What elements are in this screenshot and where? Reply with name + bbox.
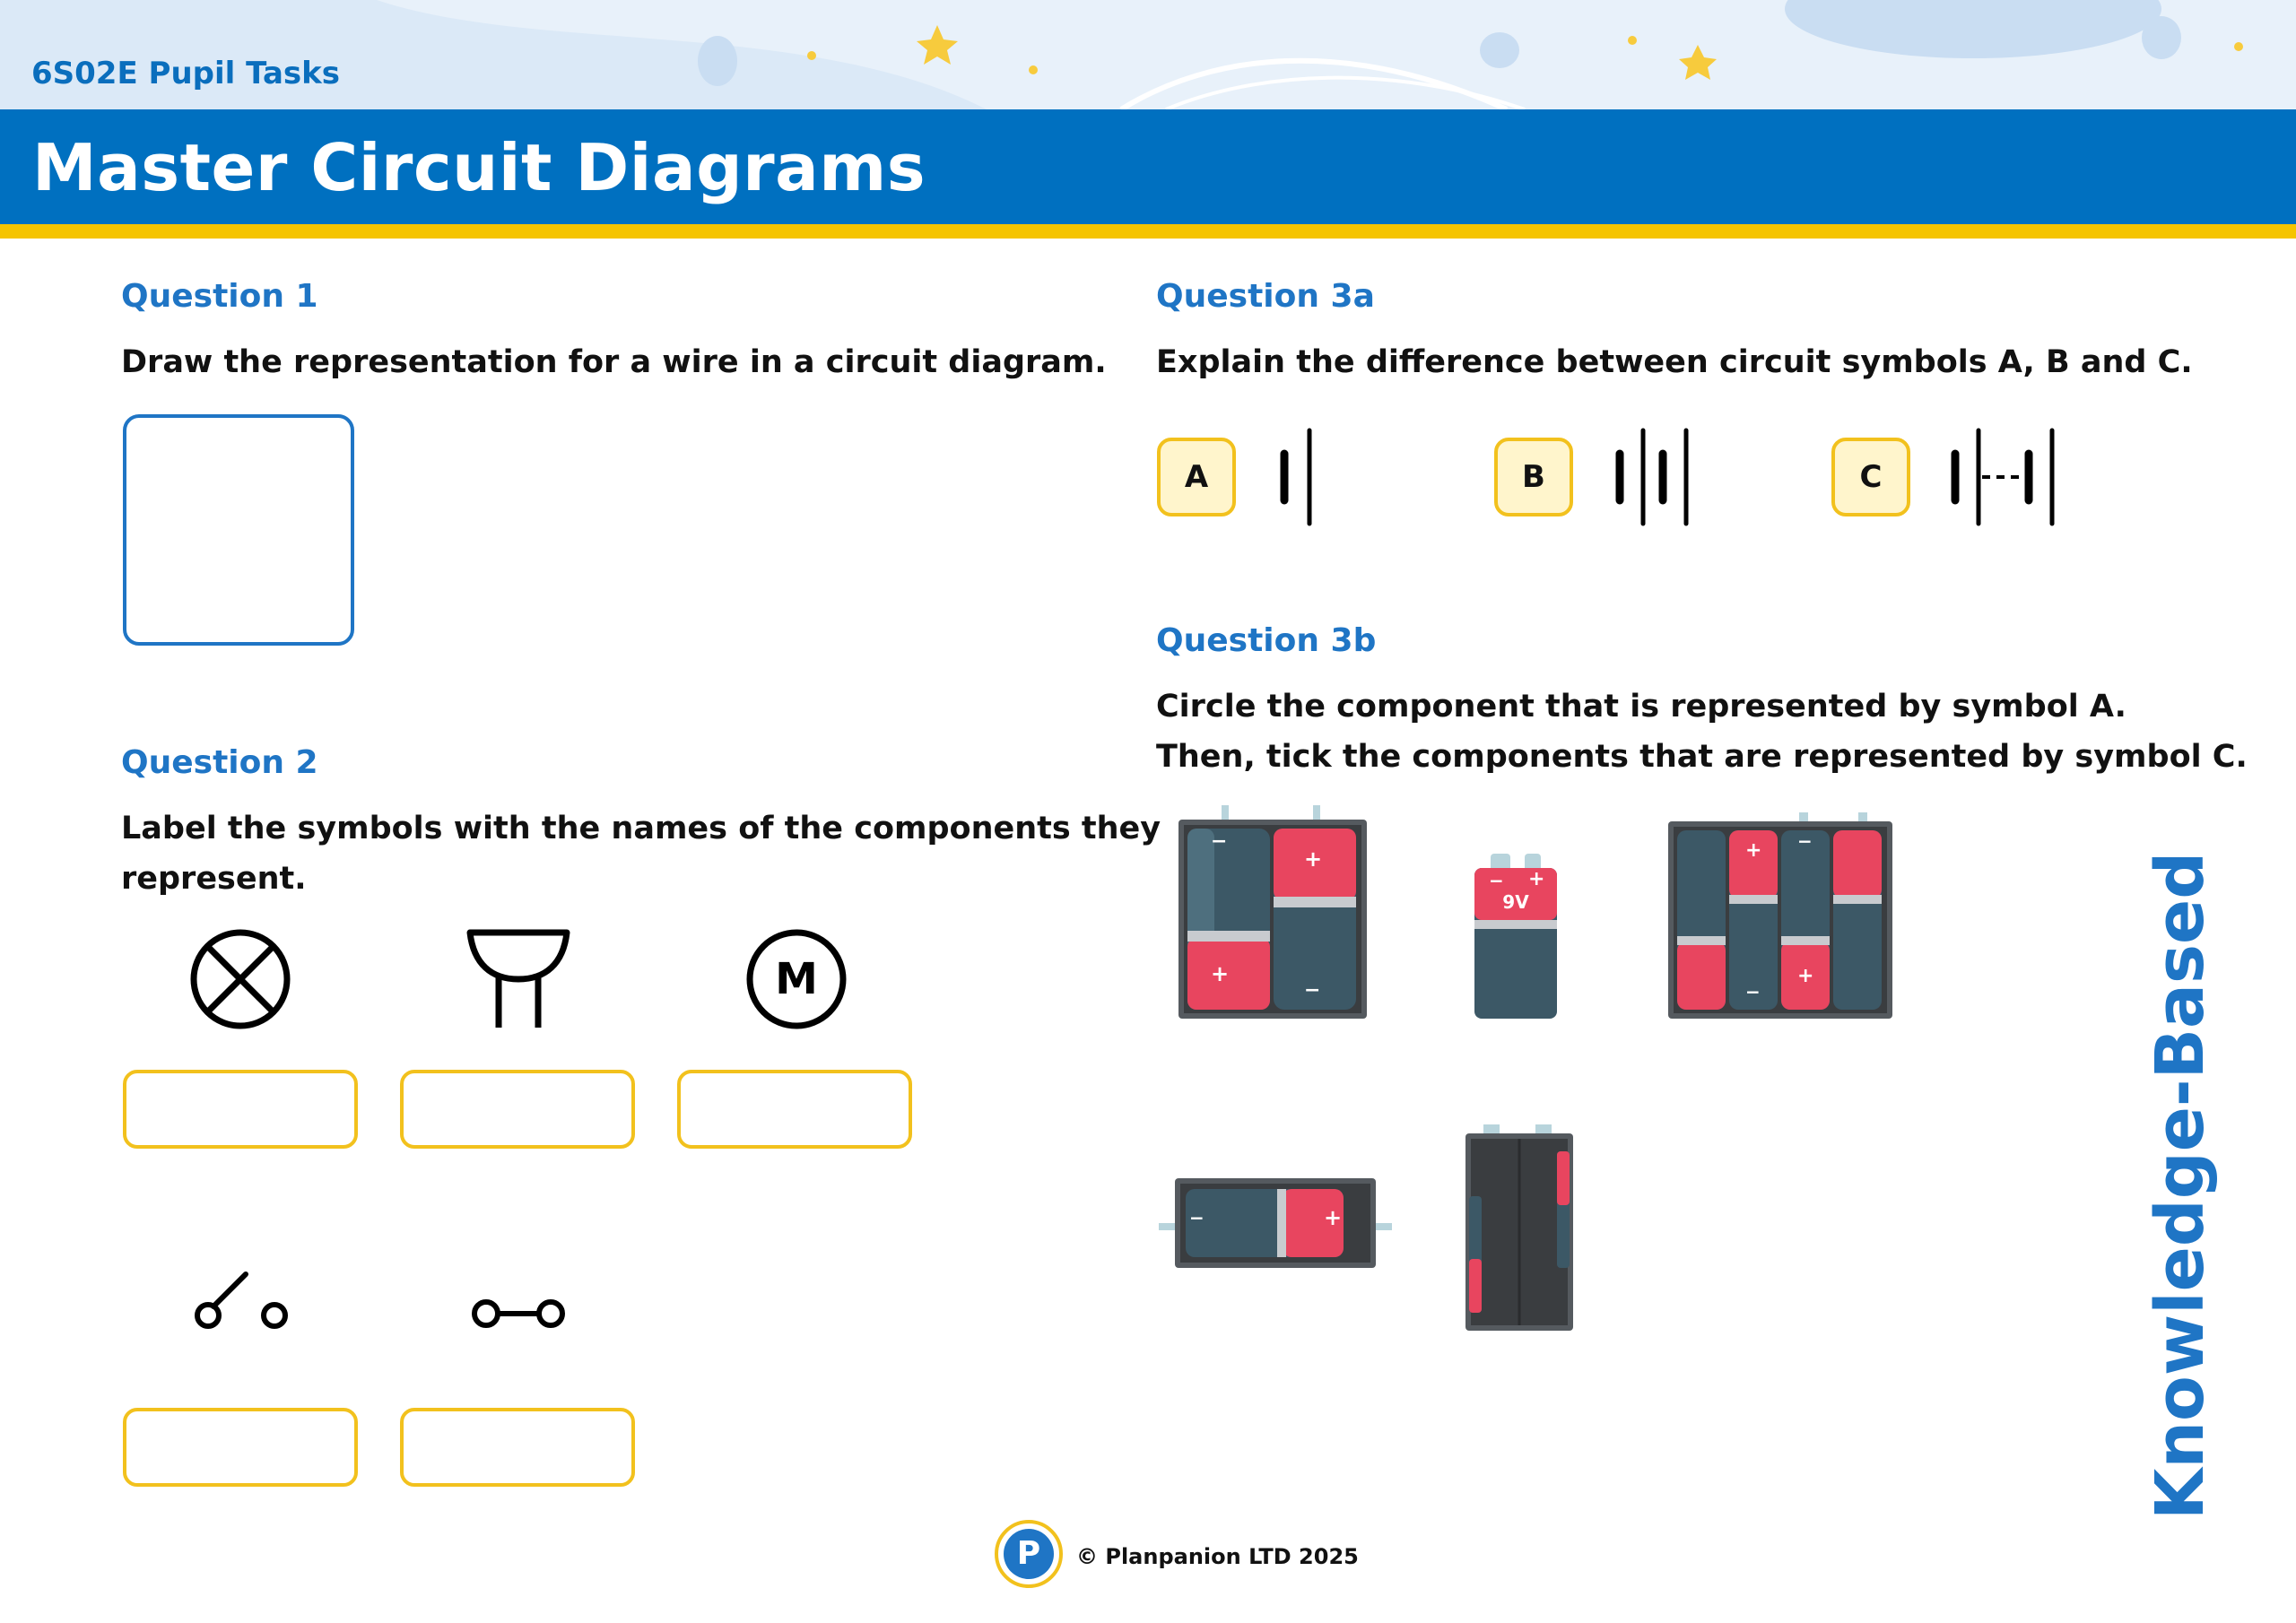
- battery-minus-label: −: [1797, 830, 1813, 852]
- battery-minus-label: −: [1211, 830, 1228, 853]
- battery-symbol-b-icon: [1611, 427, 1700, 527]
- symbol-c-label: C: [1831, 438, 1910, 516]
- question-3b-text-line2: Then, tick the components that are represented by symbol C.: [1156, 739, 2248, 775]
- battery-minus-label: −: [1304, 979, 1321, 1002]
- cell-holder-vertical[interactable]: [1464, 1124, 1575, 1332]
- category-side-label: Knowledge-Based: [2142, 851, 2219, 1520]
- battery-plus-label: +: [1211, 961, 1230, 986]
- cell-minus-label: −: [1189, 1207, 1205, 1228]
- motor-symbol-letter: M: [775, 954, 818, 1004]
- cell-plus-label: +: [1324, 1205, 1343, 1230]
- question-3b-heading: Question 3b: [1156, 622, 1377, 659]
- label-answer-box-closed-switch[interactable]: [400, 1408, 635, 1487]
- question-3a-heading: Question 3a: [1156, 278, 1375, 315]
- logo-letter: P: [1016, 1535, 1041, 1572]
- cell-symbol-a-icon: [1274, 427, 1327, 527]
- motor-symbol-icon: [744, 927, 848, 1031]
- question-2-text-line2: represent.: [121, 861, 307, 897]
- buzzer-symbol-icon: [465, 924, 572, 1031]
- symbol-a-label: A: [1157, 438, 1236, 516]
- nine-volt-label: 9V: [1502, 891, 1529, 913]
- label-answer-box-bulb[interactable]: [123, 1070, 358, 1149]
- question-3a-text: Explain the difference between circuit symbols A, B and C.: [1156, 344, 2193, 380]
- closed-switch-symbol-icon: [466, 1296, 570, 1332]
- bulb-symbol-icon: [188, 927, 292, 1031]
- battery-symbol-c-icon: [1946, 427, 2063, 527]
- open-switch-symbol-icon: [188, 1269, 292, 1333]
- symbol-b-label: B: [1494, 438, 1573, 516]
- label-answer-box-motor[interactable]: [677, 1070, 912, 1149]
- four-cell-battery-holder[interactable]: [1666, 812, 1894, 1020]
- two-cell-battery-holder[interactable]: [1175, 805, 1370, 1020]
- title-underline: [0, 224, 2296, 239]
- battery-minus-label: −: [1745, 981, 1761, 1002]
- sheet-code: 6S02E Pupil Tasks: [31, 56, 340, 91]
- nine-volt-battery[interactable]: [1471, 854, 1561, 1020]
- single-cell-holder-horizontal[interactable]: [1159, 1169, 1392, 1273]
- question-2-heading: Question 2: [121, 744, 318, 781]
- battery-plus-label: +: [1797, 965, 1814, 987]
- page-title: Master Circuit Diagrams: [32, 130, 926, 205]
- question-1-text: Draw the representation for a wire in a circuit diagram.: [121, 344, 1107, 380]
- question-2-text-line1: Label the symbols with the names of the components they: [121, 811, 1161, 846]
- nine-volt-minus-label: −: [1489, 870, 1504, 891]
- battery-plus-label: +: [1304, 846, 1323, 872]
- battery-plus-label: +: [1745, 839, 1762, 862]
- question-1-heading: Question 1: [121, 278, 318, 315]
- wire-drawing-box[interactable]: [123, 414, 354, 646]
- nine-volt-plus-label: +: [1528, 868, 1545, 890]
- label-answer-box-open-switch[interactable]: [123, 1408, 358, 1487]
- label-answer-box-buzzer[interactable]: [400, 1070, 635, 1149]
- question-3b-text-line1: Circle the component that is represented by symbol A.: [1156, 689, 2126, 725]
- copyright-text: © Planpanion LTD 2025: [1076, 1544, 1359, 1569]
- header-decoration: [0, 0, 2296, 109]
- planpanion-logo: [994, 1519, 1064, 1589]
